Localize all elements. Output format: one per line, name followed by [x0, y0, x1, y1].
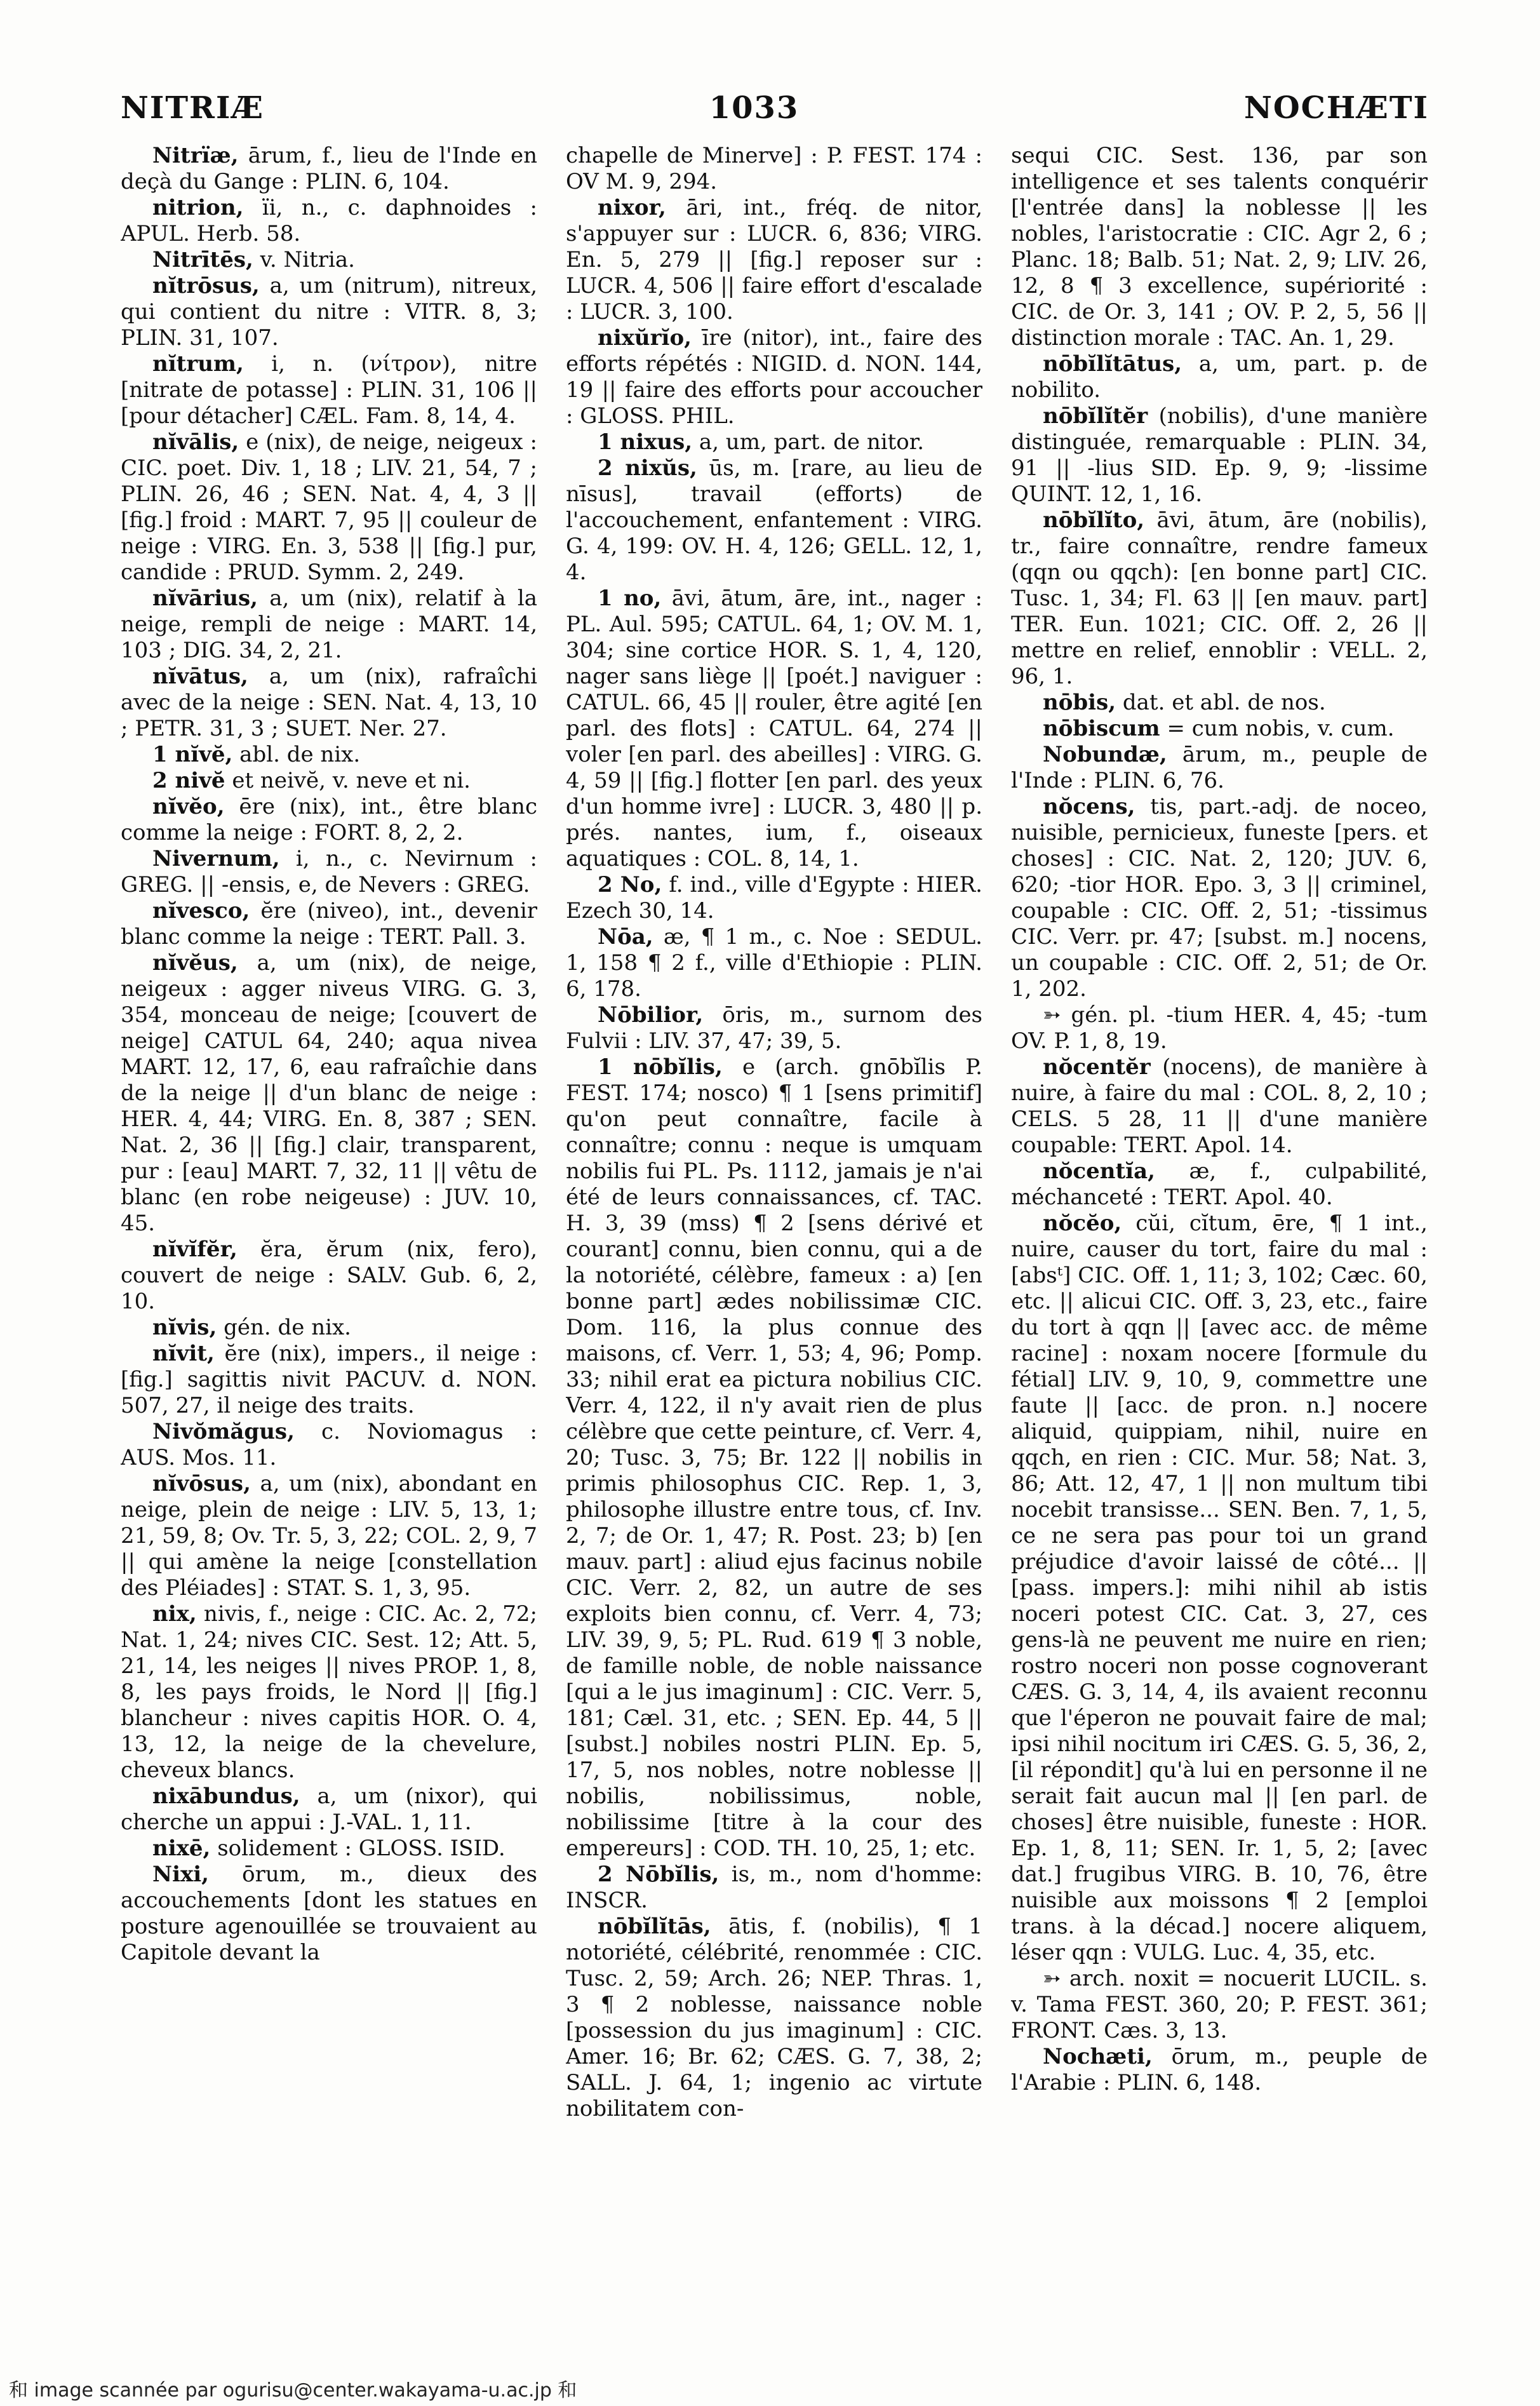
scan-footer: 和 image scannée par ogurisu@center.wakayama-u.ac.jp 和: [9, 2379, 577, 2402]
dictionary-entry: [121, 846, 537, 898]
dictionary-entry: [121, 351, 537, 429]
header-right-guideword: NOCHÆTI: [1243, 90, 1429, 126]
entry-headword: nix,: [152, 1601, 197, 1627]
entry-headword: Nochæti,: [1043, 2044, 1153, 2069]
entry-definition: a, um (nix), relatif à la neige, rempli de neige : MART. 14, 103 ; DIG. 34, 2, 21.: [121, 586, 537, 663]
page-header: [121, 83, 1429, 133]
entry-headword: nōbĭlĭtĕr: [1043, 403, 1148, 429]
entry-headword: nŏcens,: [1043, 794, 1135, 819]
entry-headword: Nōbilior,: [598, 1002, 704, 1028]
entry-definition: æ, f., culpabilité, méchanceté : TERT. Apol. 40.: [1011, 1159, 1428, 1210]
entry-definition: i, n. (νίτρον), nitre [nitrate de potasse] : PLIN. 31, 106 || [pour détacher] CÆL. Fam. 8, 14, 4.: [121, 351, 537, 429]
entry-headword: nĭvĭfĕr,: [152, 1237, 238, 1262]
entry-headword: nōbĭlĭtātus,: [1043, 351, 1182, 377]
entry-headword: nĭtrōsus,: [152, 273, 260, 299]
entry-definition: ïi, n., c. daphnoides : APUL. Herb. 58.: [121, 195, 537, 246]
entry-headword: 1 no,: [598, 586, 662, 611]
dictionary-entry: [121, 664, 537, 742]
entry-definition: is, m., nom d'homme: INSCR.: [566, 1862, 982, 1913]
dictionary-entry: [121, 143, 537, 195]
entry-headword: 2 No,: [598, 872, 662, 897]
entry-headword: Nobundæ,: [1043, 742, 1167, 767]
page-number: 1033: [709, 90, 800, 126]
entry-headword: Nitrïæ,: [152, 143, 239, 168]
dictionary-entry: [1011, 716, 1428, 742]
dictionary-entry: [566, 924, 982, 1002]
entry-definition: sequi CIC. Sest. 136, par son intelligence et ses talents conquérir [l'entrée dans] la noblesse || les nobles, l'aristocratie : CIC. Agr 2, 6 ; Planc. 18; Balb. 51; Nat. 2, 9; LIV. 26, 12, 8 ¶ 3 excellence, supériorité : CIC. de Or. 3, 141 ; OV. P. 2, 5, 56 || distinction morale : TAC. An. 1, 29.: [1011, 143, 1428, 351]
dictionary-entry: [566, 1002, 982, 1054]
entry-definition: cŭi, cĭtum, ēre, ¶ 1 int., nuire, causer du tort, faire du mal : [absᵗ] CIC. Off. 1, 11; 3, 102; Cæc. 60, etc. || alicui CIC. Off. 3, 23, etc., faire du tort à qqn || [avec acc. de même racine] : noxam nocere [formule du fétial] LIV. 9, 10, 9, commettre une faute || [acc. de pron. n.] nocere aliquid, quippiam, nihil, nuire en qqch, en rien : CIC. Mur. 58; Nat. 3, 86; Att. 12, 47, 1 || non multum tibi nocebit transisse... SEN. Ben. 7, 1, 5, ce ne sera pas pour toi un grand préjudice d'avoir laissé de côté... || [pass. impers.]: mihi nihil ab istis noceri potest CIC. Cat. 3, 27, ces gens-là ne peuvent me nuire en rien; rostro noceri non posse cognoverant CÆS. G. 3, 14, 4, ils avaient reconnu que l'éperon ne pouvait faire de mal; ipsi nihil nocitum iri CÆS. G. 5, 36, 2, [il répondit] qu'à lui en personne il ne serait fait aucun mal || [en parl. de choses] être nuisible, funeste : HOR. Ep. 1, 8, 11; SEN. Ir. 1, 5, 2; [avec dat.] frugibus VIRG. B. 10, 76, être nuisible aux moissons ¶ 2 [emploi trans. à la décad.] nocere aliquem, léser qqn : VULG. Luc. 4, 35, etc.: [1011, 1211, 1428, 1965]
dictionary-entry: [121, 1601, 537, 1784]
entry-headword: 2 Nōbĭlis,: [598, 1862, 720, 1887]
dictionary-entry: [566, 195, 982, 325]
entry-definition: āvi, ātum, āre (nobilis), tr., faire connaître, rendre fameux (qqn ou qqch): [en bonne part] CIC. Tusc. 1, 34; Fl. 63 || [en mauv. part] TER. Eun. 1021; CIC. Off. 2, 26 || mettre en relief, ennoblir : VELL. 2, 96, 1.: [1011, 507, 1428, 689]
dictionary-entry: [121, 898, 537, 950]
entry-definition: ārum, m., peuple de l'Inde : PLIN. 6, 76.: [1011, 742, 1428, 793]
entry-definition: ēre (nix), int., être blanc comme la neige : FORT. 8, 2, 2.: [121, 794, 537, 845]
dictionary-entry: [121, 1341, 537, 1419]
entry-headword: nĭvārius,: [152, 586, 258, 611]
dictionary-entry: [1011, 794, 1428, 1002]
dictionary-entry: [121, 950, 537, 1237]
entry-definition: a, um (nitrum), nitreux, qui contient du nitre : VITR. 8, 3; PLIN. 31, 107.: [121, 273, 537, 351]
entry-headword: nĭvis,: [152, 1315, 217, 1340]
entry-definition: ūs, m. [rare, au lieu de nīsus], travail (efforts) de l'accouchement, enfantement : VIRG. G. 4, 199: OV. H. 4, 126; GELL. 12, 1, 4.: [566, 455, 982, 585]
entry-definition: ĕre (nix), impers., il neige : [fig.] sagittis nivit PACUV. d. NON. 507, 27, il neige des traits.: [121, 1341, 537, 1418]
entry-definition: ➳ arch. noxit = nocuerit LUCIL. s. v. Tama FEST. 360, 20; P. FEST. 361; FRONT. Cæs. 3, 13.: [1011, 1966, 1428, 2043]
dictionary-entry: [121, 273, 537, 351]
dictionary-entry: [566, 586, 982, 872]
entry-definition: solidement : GLOSS. ISID.: [217, 1836, 506, 1861]
entry-definition: abl. de nix.: [239, 742, 361, 767]
entry-headword: 2 nixŭs,: [598, 455, 697, 481]
entry-definition: gén. de nix.: [224, 1315, 351, 1340]
entry-definition: a, um (nix), rafraîchi avec de la neige : SEN. Nat. 4, 13, 10 ; PETR. 31, 3 ; SUET. Ner. 27.: [121, 664, 537, 741]
entry-headword: nĭvālis,: [152, 429, 239, 455]
entry-definition: tis, part.-adj. de noceo, nuisible, pernicieux, funeste [pers. et choses] : CIC. Nat. 2, 120; JUV. 6, 620; -tior HOR. Epo. 3, 3 || criminel, coupable : CIC. Off. 2, 51; -tissimus CIC. Verr. pr. 47; [subst. m.] nocens, un coupable : CIC. Off. 2, 51; de Or. 1, 202.: [1011, 794, 1428, 1002]
dictionary-entry: [1011, 742, 1428, 794]
dictionary-entry: [1011, 143, 1428, 351]
entry-headword: nĭvĕus,: [152, 950, 238, 976]
dictionary-entry: [121, 742, 537, 768]
entry-headword: nōbis,: [1043, 690, 1116, 715]
dictionary-entry: [121, 794, 537, 846]
dictionary-entry: [121, 1315, 537, 1341]
entry-headword: nixābundus,: [152, 1784, 300, 1809]
dictionary-entry: [121, 768, 537, 794]
entry-headword: nĭvit,: [152, 1341, 215, 1366]
entry-definition: ĕra, ĕrum (nix, fero), couvert de neige : SALV. Gub. 6, 2, 10.: [121, 1237, 537, 1314]
entry-definition: ōrum, m., peuple de l'Arabie : PLIN. 6, 148.: [1011, 2044, 1428, 2095]
text-columns: [121, 143, 1429, 2328]
dictionary-entry: [566, 1862, 982, 1914]
dictionary-entry: [1011, 2044, 1428, 2096]
dictionary-entry: [1011, 1159, 1428, 1211]
entry-definition: ōrum, m., dieux des accouchements [dont les statues en posture agenouillée se trouvaient au Capitole devant la: [121, 1862, 537, 1965]
dictionary-entry: [121, 1237, 537, 1315]
column-1: [121, 143, 537, 2328]
column-3: [1011, 143, 1428, 2328]
entry-definition: a, um, part. p. de nobilito.: [1011, 351, 1428, 403]
dictionary-entry: [1011, 403, 1428, 507]
entry-definition: a, um (nix), abondant en neige, plein de neige : LIV. 5, 13, 1; 21, 59, 8; Ov. Tr. 5, 3, 22; COL. 2, 9, 7 || qui amène la neige [constellation des Pléiades] : STAT. S. 1, 3, 95.: [121, 1471, 537, 1601]
dictionary-entry: [121, 429, 537, 586]
dictionary-entry: [566, 1054, 982, 1862]
entry-headword: 2 nivĕ: [152, 768, 225, 793]
dictionary-entry: [121, 195, 537, 247]
entry-definition: a, um (nixor), qui cherche un appui : J.-VAL. 1, 11.: [121, 1784, 537, 1835]
dictionary-entry: [121, 1862, 537, 1966]
entry-definition: i, n., c. Nevirnum : GREG. || -ensis, e, de Nevers : GREG.: [121, 846, 537, 897]
header-left-guideword: NITRIÆ: [121, 90, 265, 126]
dictionary-entry: [1011, 507, 1428, 690]
entry-headword: nĭvĕo,: [152, 794, 225, 819]
entry-definition: c. Noviomagus : AUS. Mos. 11.: [121, 1419, 537, 1470]
entry-definition: æ, ¶ 1 m., c. Noe : SEDUL. 1, 158 ¶ 2 f., ville d'Ethiopie : PLIN. 6, 178.: [566, 924, 982, 1002]
entry-definition: e (arch. gnōbĭlis P. FEST. 174; nosco) ¶ 1 [sens primitif] qu'on peut connaître, facile à connaître; connu : neque is umquam nobilis fui PL. Ps. 1112, jamais je n'ai été de leurs connaissances, cf. TAC. H. 3, 39 (mss) ¶ 2 [sens dérivé et courant] connu, bien connu, qui a de la notoriété, célèbre, fameux : a) [en bonne part] ædes nobilissimæ CIC. Dom. 116, la plus connue des maisons, cf. Verr. 1, 53; 4, 96; Pomp. 33; nihil erat ea pictura nobilius CIC. Verr. 4, 122, il n'y avait rien de plus célèbre que cette peinture, cf. Verr. 4, 20; Tusc. 3, 75; Br. 122 || nobilis in primis philosophus CIC. Rep. 1, 3, philosophe illustre entre tous, cf. Inv. 2, 7; de Or. 1, 47; R. Post. 23; b) [en mauv. part] : aliud ejus facinus nobile CIC. Verr. 2, 82, un autre de ses exploits bien connu, cf. Verr. 4, 73; LIV. 39, 9, 5; PL. Rud. 619 ¶ 3 noble, de famille noble, de noble naissance [qui a le jus imaginum] : CIC. Verr. 5, 181; Cæl. 31, etc. ; SEN. Ep. 44, 5 || [subst.] nobiles nostri PLIN. Ep. 5, 17, 5, nos nobles, notre noblesse || nobilis, nobilissimus, noble, nobilissime [titre à la cour des empereurs] : COD. TH. 10, 25, 1; etc.: [566, 1054, 982, 1861]
entry-headword: nĭvesco,: [152, 898, 250, 924]
entry-headword: nŏcentĕr: [1043, 1054, 1151, 1080]
dictionary-entry: [1011, 351, 1428, 403]
entry-definition: v. Nitria.: [260, 247, 355, 272]
entry-headword: Nivŏmăgus,: [152, 1419, 295, 1444]
entry-headword: nĭtrum,: [152, 351, 244, 377]
entry-headword: nōbĭlĭtās,: [598, 1914, 711, 1939]
entry-definition: ātis, f. (nobilis), ¶ 1 notoriété, célébrité, renommée : CIC. Tusc. 2, 59; Arch. 26; NEP. Thras. 1, 3 ¶ 2 noblesse, naissance noble [possession du jus imaginum] : CIC. Amer. 16; Br. 62; CÆS. G. 7, 38, 2; SALL. J. 64, 1; ingenio ac virtute nobilitatem con-: [566, 1914, 982, 2121]
entry-headword: nixor,: [598, 195, 666, 220]
entry-headword: 1 nixus,: [598, 429, 693, 455]
entry-definition: (nobilis), d'une manière distinguée, remarquable : PLIN. 34, 91 || -lius SID. Ep. 9, 9; -lissime QUINT. 12, 1, 16.: [1011, 403, 1428, 507]
dictionary-entry: [121, 1836, 537, 1862]
entry-definition: f. ind., ville d'Egypte : HIER. Ezech 30, 14.: [566, 872, 982, 924]
entry-definition: = cum nobis, v. cum.: [1167, 716, 1395, 741]
dictionary-entry: [566, 143, 982, 195]
dictionary-entry: [121, 586, 537, 664]
entry-headword: nōbĭlĭto,: [1043, 507, 1145, 533]
dictionary-entry: [566, 325, 982, 429]
dictionary-entry: [1011, 1054, 1428, 1159]
entry-definition: ārum, f., lieu de l'Inde en deçà du Gange : PLIN. 6, 104.: [121, 143, 537, 194]
entry-headword: 1 nōbĭlis,: [598, 1054, 723, 1080]
entry-definition: e (nix), de neige, neigeux : CIC. poet. Div. 1, 18 ; LIV. 21, 54, 7 ; PLIN. 26, 46 ; SEN. Nat. 4, 4, 3 || [fig.] froid : MART. 7, 95 || couleur de neige : VIRG. En. 3, 538 || [fig.] pur, candide : PRUD. Symm. 2, 249.: [121, 429, 537, 585]
entry-definition: dat. et abl. de nos.: [1122, 690, 1326, 715]
dictionary-entry: [566, 872, 982, 924]
entry-headword: 1 nĭvĕ,: [152, 742, 233, 767]
entry-definition: chapelle de Minerve] : P. FEST. 174 : OV M. 9, 294.: [566, 143, 982, 194]
entry-headword: nixē,: [152, 1836, 211, 1861]
entry-headword: Nōa,: [598, 924, 653, 950]
entry-headword: nitrion,: [152, 195, 244, 220]
entry-headword: nĭvōsus,: [152, 1471, 251, 1496]
dictionary-entry: [1011, 1966, 1428, 2044]
dictionary-entry: [121, 247, 537, 273]
entry-headword: Nixi,: [152, 1862, 210, 1887]
entry-definition: āri, int., fréq. de nitor, s'appuyer sur : LUCR. 6, 836; VIRG. En. 5, 279 || [fig.] reposer sur : LUCR. 4, 506 || faire effort d'escalade : LUCR. 3, 100.: [566, 195, 982, 325]
dictionary-entry: [121, 1419, 537, 1471]
dictionary-entry: [566, 1914, 982, 2122]
entry-headword: nōbiscum: [1043, 716, 1160, 741]
dictionary-entry: [566, 455, 982, 586]
dictionary-entry: [1011, 1002, 1428, 1054]
entry-definition: ➳ gén. pl. -tium HER. 4, 45; -tum OV. P. 1, 8, 19.: [1011, 1002, 1428, 1054]
entry-definition: a, um, part. de nitor.: [699, 429, 925, 455]
dictionary-entry: [566, 429, 982, 455]
entry-definition: a, um (nix), de neige, neigeux : agger niveus VIRG. G. 3, 354, monceau de neige; [couvert de neige] CATUL 64, 240; aqua nivea MART. 12, 17, 6, eau rafraîchie dans de la neige || d'un blanc de neige : HER. 4, 44; VIRG. En. 8, 387 ; SEN. Nat. 2, 36 || [fig.] clair, transparent, pur : [eau] MART. 7, 32, 11 || vêtu de blanc (en robe neigeuse) : JUV. 10, 45.: [121, 950, 537, 1236]
dictionary-entry: [1011, 690, 1428, 716]
dictionary-entry: [121, 1471, 537, 1601]
entry-headword: Nivernum,: [152, 846, 280, 871]
entry-definition: et neivĕ, v. neve et ni.: [232, 768, 471, 793]
entry-headword: nĭvātus,: [152, 664, 248, 689]
entry-definition: āvi, ātum, āre, int., nager : PL. Aul. 595; CATUL. 64, 1; OV. M. 1, 304; sine cortice HOR. S. 1, 4, 120, nager sans liège || [poét.] naviguer : CATUL. 66, 45 || rouler, être agité [en parl. des flots] : CATUL. 64, 274 || voler [en parl. des abeilles] : VIRG. G. 4, 59 || [fig.] flotter [en parl. des yeux d'un homme ivre] : LUCR. 3, 480 || p. prés. nantes, ium, f., oiseaux aquatiques : COL. 8, 14, 1.: [566, 586, 982, 871]
entry-headword: nŏcentĭa,: [1043, 1159, 1155, 1184]
dictionary-entry: [121, 1784, 537, 1836]
entry-definition: ĕre (niveo), int., devenir blanc comme la neige : TERT. Pall. 3.: [121, 898, 537, 950]
entry-headword: nixŭrĭo,: [598, 325, 692, 351]
entry-definition: īre (nitor), int., faire des efforts répétés : NIGID. d. NON. 144, 19 || faire des efforts pour accoucher : GLOSS. PHIL.: [566, 325, 982, 429]
dictionary-entry: [1011, 1211, 1428, 1966]
column-2: [566, 143, 982, 2328]
entry-definition: (nocens), de manière à nuire, à faire du mal : COL. 8, 2, 10 ; CELS. 5 28, 11 || d'une manière coupable: TERT. Apol. 14.: [1011, 1054, 1428, 1158]
entry-definition: ōris, m., surnom des Fulvii : LIV. 37, 47; 39, 5.: [566, 1002, 982, 1054]
entry-definition: nivis, f., neige : CIC. Ac. 2, 72; Nat. 1, 24; nives CIC. Sest. 12; Att. 5, 21, 14, les neiges || nives PROP. 1, 8, 8, les pays froids, le Nord || [fig.] blancheur : nives capitis HOR. O. 4, 13, 12, la neige de la chevelure, cheveux blancs.: [121, 1601, 537, 1783]
entry-headword: nŏcĕo,: [1043, 1211, 1122, 1236]
entry-headword: Nitrītēs,: [152, 247, 253, 272]
